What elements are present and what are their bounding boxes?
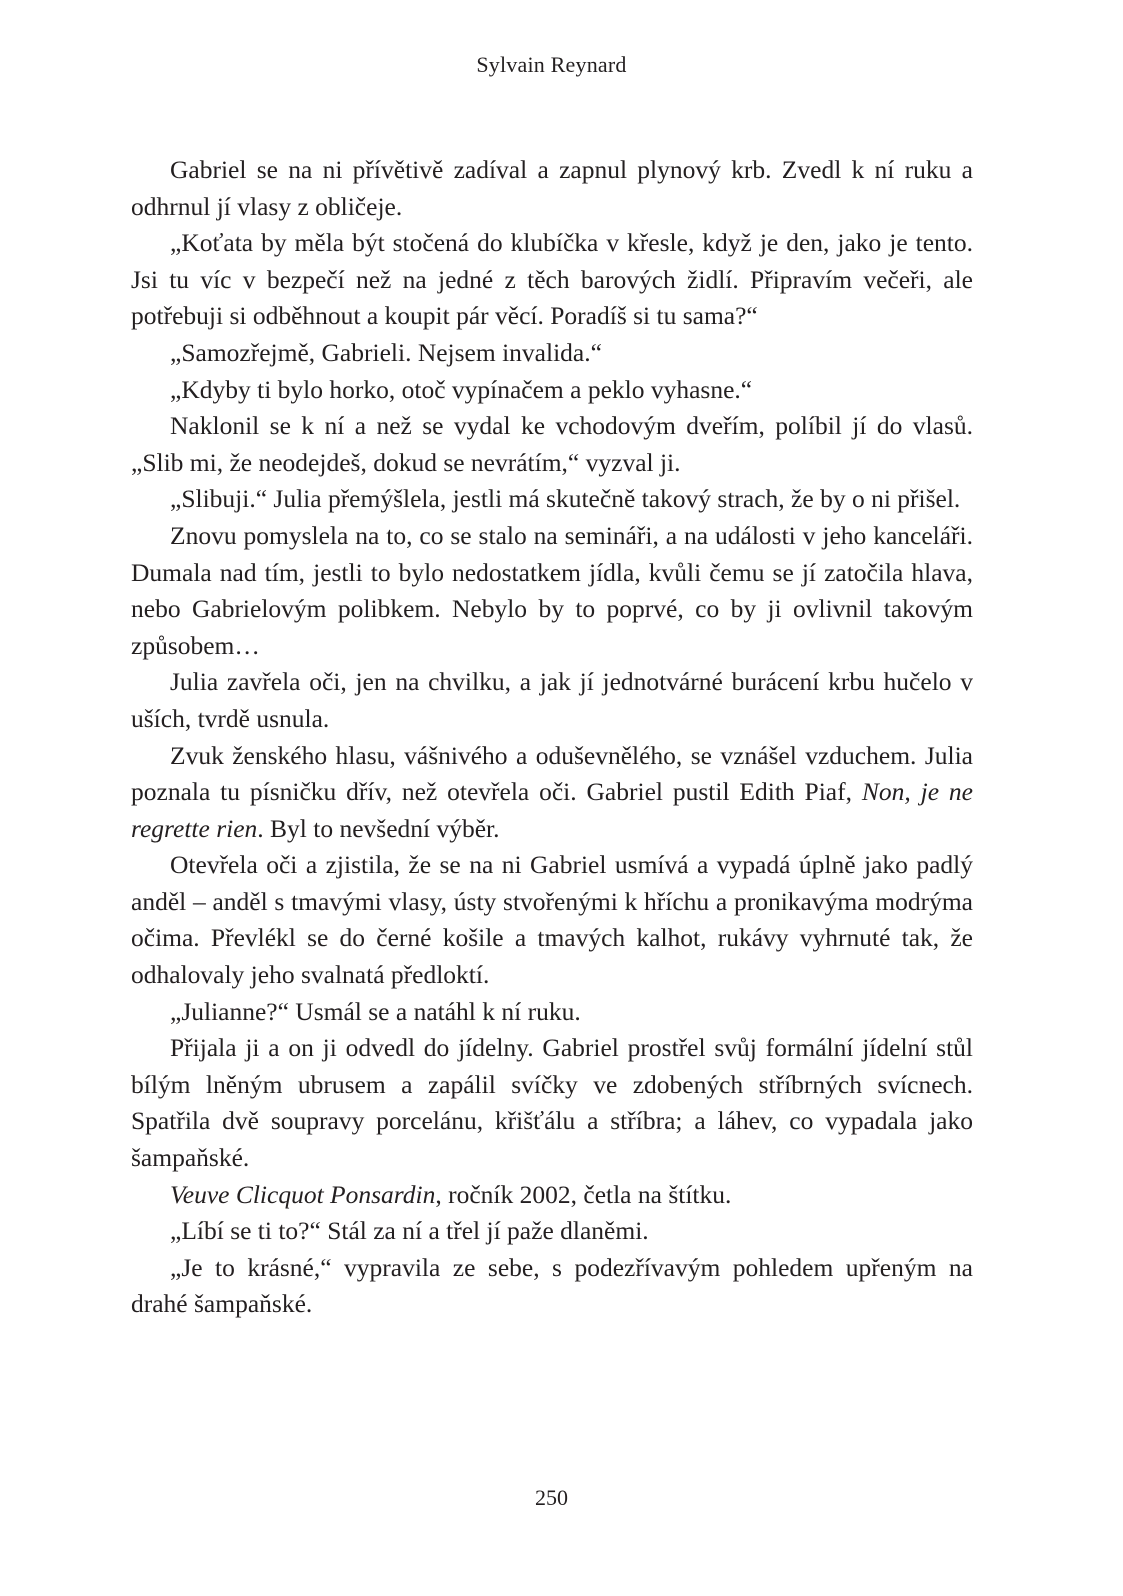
paragraph: Znovu pomyslela na to, co se stalo na semináři, a na události v jeho kanceláři. Dumala nad tím, jestli to bylo nedostatkem jídla, kvůli čemu se jí zatočila hlava, nebo Gabrielovým polibkem. Nebylo by to poprvé, co by ji ovlivnil takovým způsobem…: [131, 520, 973, 660]
paragraph: Naklonil se k ní a než se vydal ke vchodovým dveřím, políbil jí do vlasů. „Slib mi, že neodejdeš, dokud se nevrátím,“ vyzval ji.: [131, 411, 973, 477]
paragraph: Otevřela oči a zjistila, že se na ni Gabriel usmívá a vypadá úplně jako padlý anděl – anděl s tmavými vlasy, ústy stvořenými k hříchu a pronikavýma modrýma očima. Převlékl se do černé košile a tmavých kalhot, rukávy vyhrnuté tak, že odhalovaly jeho svalnatá předloktí.: [131, 850, 973, 990]
page-number: 250: [535, 1485, 568, 1510]
paragraph: „Julianne?“ Usmál se a natáhl k ní ruku.: [170, 996, 581, 1026]
paragraph: „Koťata by měla být stočená do klubíčka v křesle, když je den, jako je tento. Jsi tu víc v bezpečí než na jedné z těch barových židlí. Připravím večeři, ale potřebuji si odběhnout a koupit pár věcí. Poradíš si tu sama?“: [131, 228, 973, 331]
paragraph: „Slibuji.“ Julia přemýšlela, jestli má skutečně takový strach, že by o ni přišel.: [170, 484, 961, 514]
running-head-author: Sylvain Reynard: [476, 52, 627, 77]
paragraph-text: Zvuk ženského hlasu, vášnivého a oduševnělého, se vznášel vzduchem. Julia poznala tu písničku dřív, než otevřela oči. Gabriel pustil Edith Piaf,: [131, 740, 973, 807]
paragraph-text: , ročník 2002, četla na štítku.: [435, 1179, 732, 1209]
paragraph: Julia zavřela oči, jen na chvilku, a jak jí jednotvárné burácení krbu hučelo v uších, tvrdě usnula.: [131, 667, 973, 733]
paragraph: „Je to krásné,“ vypravila ze sebe, s podezřívavým pohledem upřeným na drahé šampaňské.: [131, 1252, 973, 1319]
paragraph-text: . Byl to nevšední výběr.: [257, 813, 500, 843]
paragraph: „Kdyby ti bylo horko, otoč vypínačem a peklo vyhasne.“: [170, 374, 753, 404]
paragraph: [131, 1177, 973, 1214]
body-text: [131, 152, 973, 1323]
paragraph: Gabriel se na ni přívětivě zadíval a zapnul plynový krb. Zvedl k ní ruku a odhrnul jí vlasy z obličeje.: [131, 155, 973, 221]
paragraph: „Líbí se ti to?“ Stál za ní a třel jí paže dlaněmi.: [170, 1216, 649, 1246]
paragraph: [131, 738, 973, 848]
song-title-italic: Non, je ne regrette rien: [131, 777, 974, 843]
paragraph: „Samozřejmě, Gabrieli. Nejsem invalida.“: [170, 337, 602, 367]
paragraph: Přijala ji a on ji odvedl do jídelny. Gabriel prostřel svůj formální jídelní stůl bílým lněným ubrusem a zapálil svíčky ve zdobených stříbrných svícnech. Spatřila dvě soupravy porcelánu, křišťálu a stříbra; a láhev, co vypadala jako šampaňské.: [131, 1033, 973, 1173]
wine-label-italic: Veuve Clicquot Ponsardin: [170, 1179, 436, 1209]
